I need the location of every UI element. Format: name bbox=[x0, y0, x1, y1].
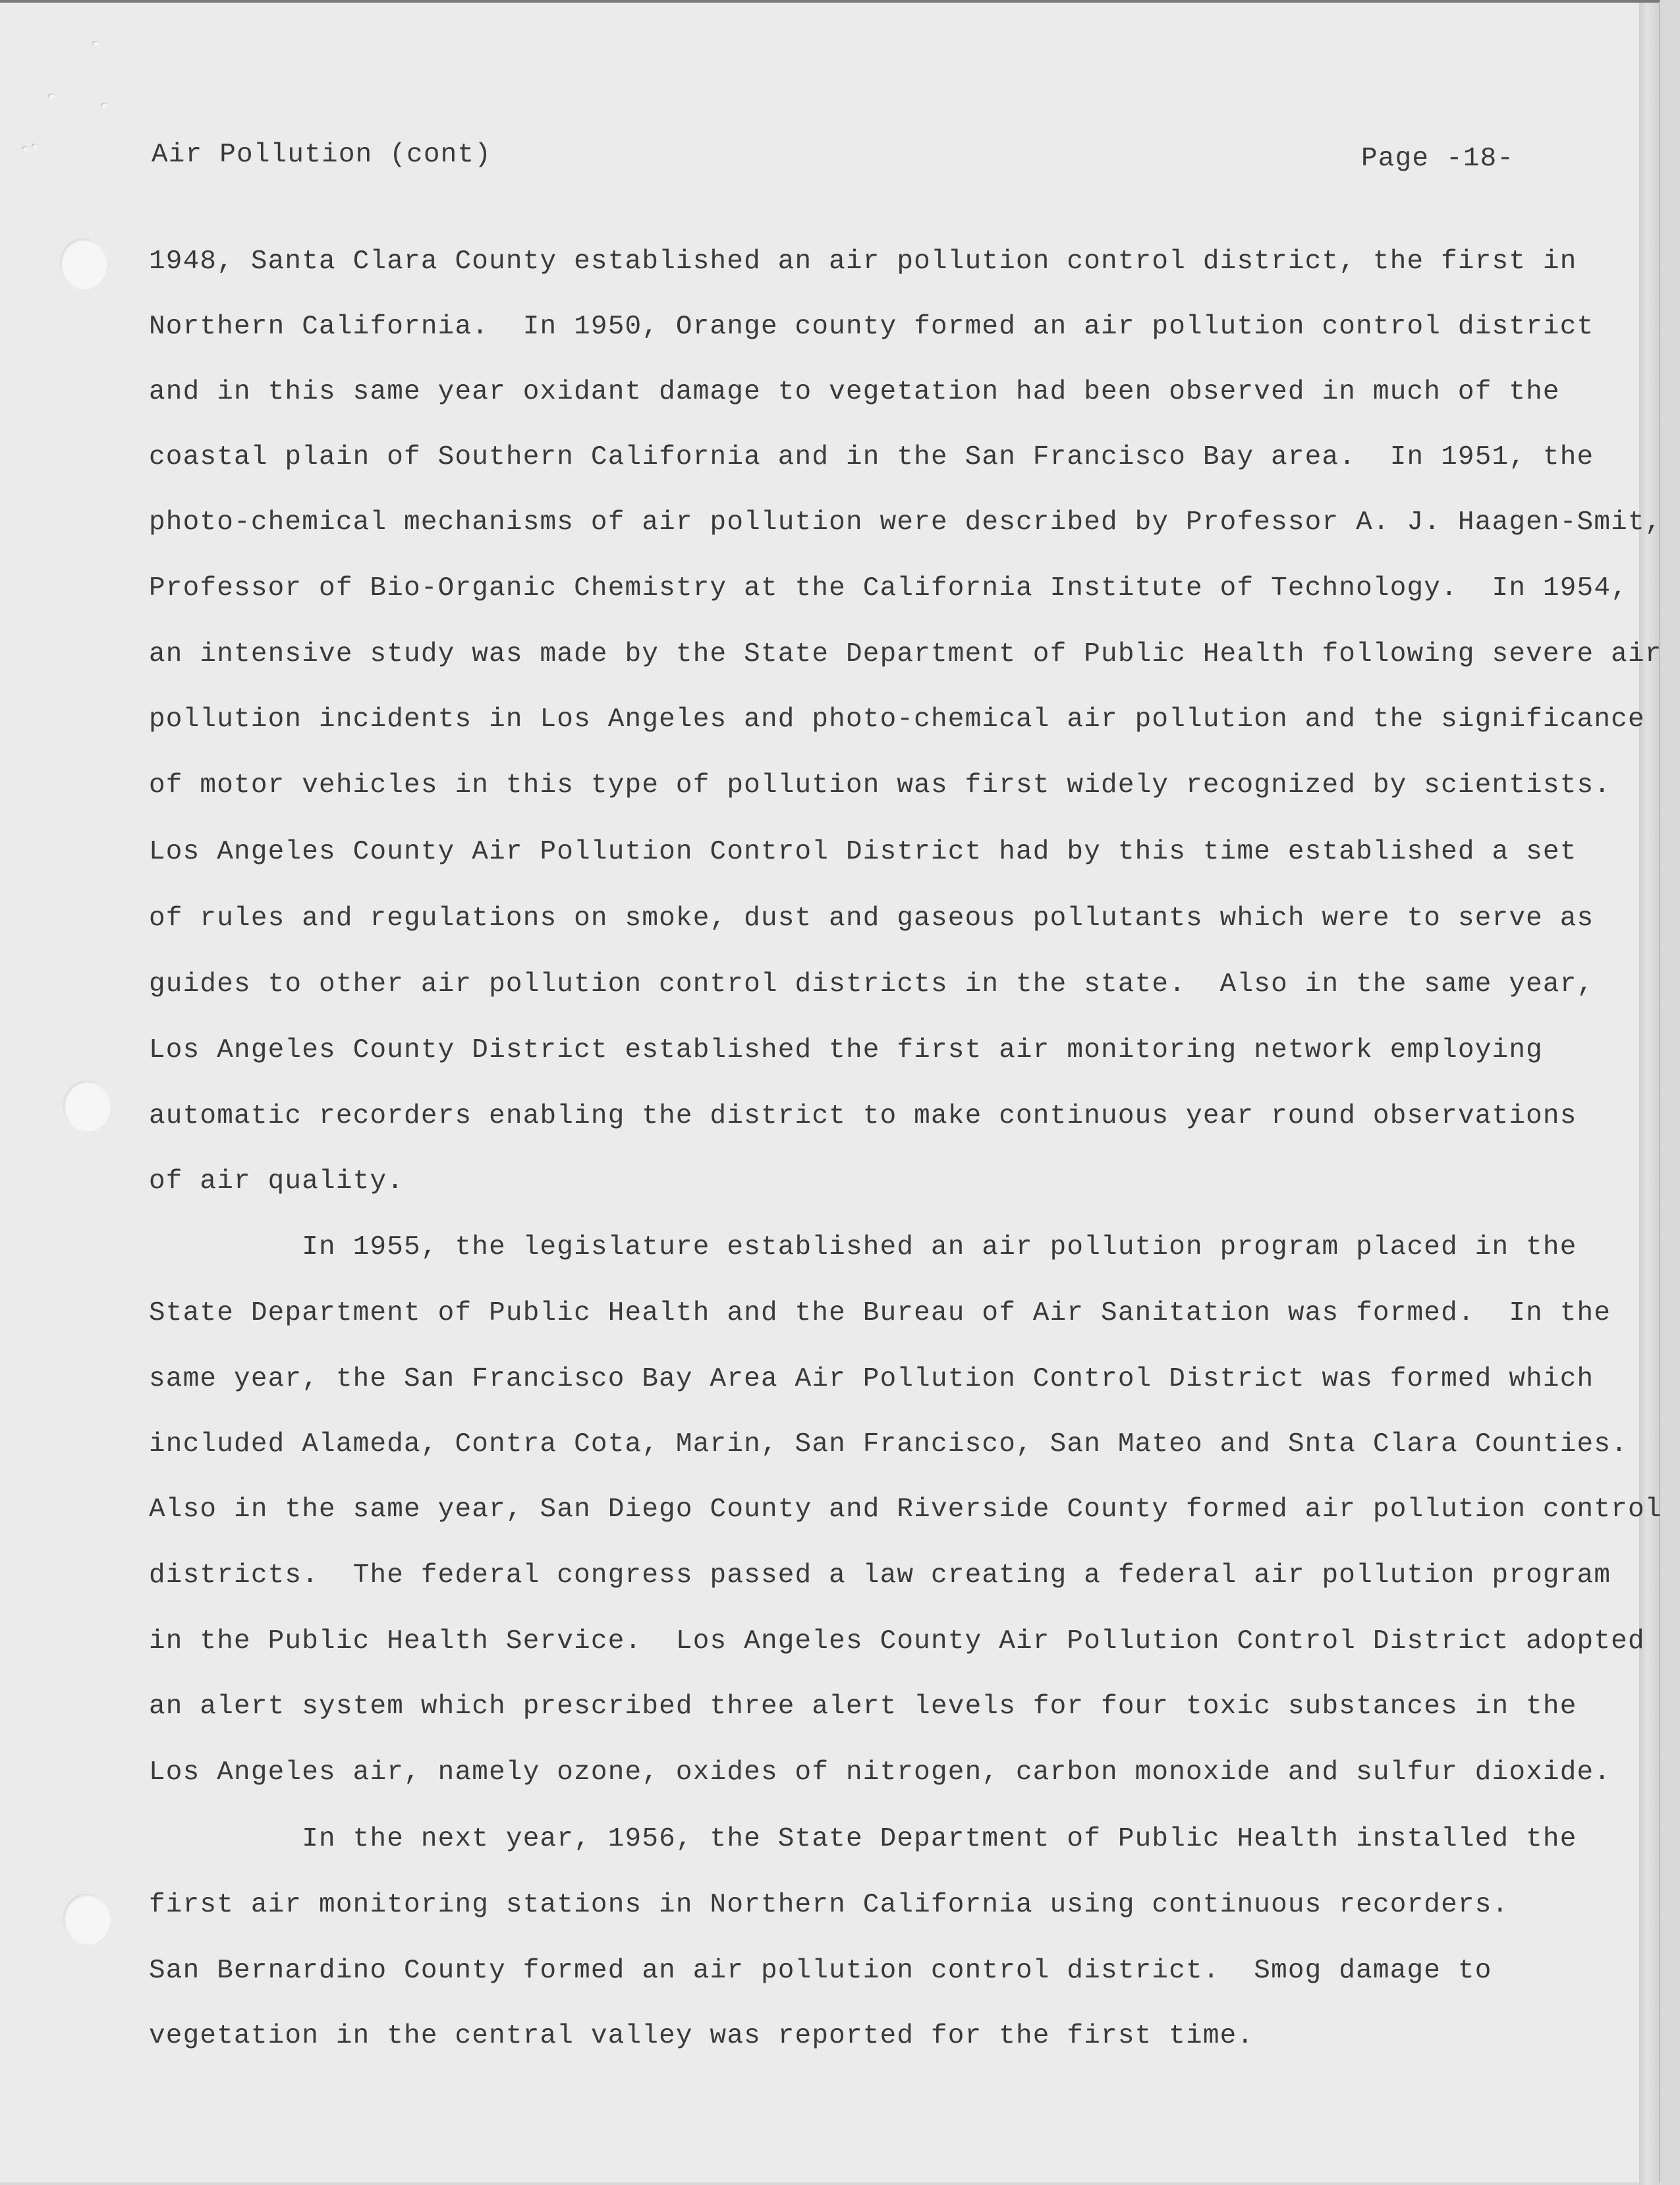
staple-mark bbox=[48, 94, 55, 99]
body-line: included Alameda, Contra Cota, Marin, San Francisco, San Mateo and Snta Clara Counties. bbox=[149, 1429, 1628, 1460]
punch-hole-top bbox=[60, 239, 106, 289]
body-line: coastal plain of Southern California and in the San Francisco Bay area. In 1951, the bbox=[149, 442, 1594, 472]
body-line: guides to other air pollution control districts in the state. Also in the same year, bbox=[149, 969, 1594, 1000]
body-line: 1948, Santa Clara County established an air pollution control district, the first in bbox=[149, 246, 1577, 277]
body-line: In 1955, the legislature established an air pollution program placed in the bbox=[149, 1232, 1577, 1263]
body-line: Northern California. In 1950, Orange county formed an air pollution control district bbox=[149, 312, 1594, 342]
body-line: in the Public Health Service. Los Angeles County Air Pollution Control District adopted bbox=[149, 1626, 1645, 1657]
page-number: Page -18- bbox=[1361, 144, 1515, 174]
body-line: Los Angeles air, namely ozone, oxides of nitrogen, carbon monoxide and sulfur dioxide. bbox=[149, 1757, 1611, 1788]
body-line: Also in the same year, San Diego County and Riverside County formed air pollution control bbox=[149, 1494, 1662, 1525]
body-line: same year, the San Francisco Bay Area Air Pollution Control District was formed which bbox=[149, 1364, 1594, 1394]
body-line: Professor of Bio-Organic Chemistry at the California Institute of Technology. In 1954, bbox=[149, 573, 1628, 604]
body-line: districts. The federal congress passed a law creating a federal air pollution program bbox=[149, 1560, 1611, 1591]
body-line: State Department of Public Health and the Bureau of Air Sanitation was formed. In the bbox=[149, 1298, 1611, 1328]
punch-hole-bottom bbox=[63, 1894, 109, 1944]
punch-hole-middle bbox=[63, 1081, 109, 1131]
body-line: automatic recorders enabling the district to make continuous year round observations bbox=[149, 1101, 1577, 1131]
body-line: an alert system which prescribed three alert levels for four toxic substances in the bbox=[149, 1691, 1577, 1722]
staple-mark bbox=[32, 144, 38, 149]
body-line: first air monitoring stations in Northern California using continuous recorders. bbox=[149, 1890, 1509, 1920]
body-line: of motor vehicles in this type of pollution was first widely recognized by scientists. bbox=[149, 770, 1611, 801]
staple-mark bbox=[92, 41, 99, 46]
body-line: photo-chemical mechanisms of air pollution were described by Professor A. J. Haagen-Smit, bbox=[149, 507, 1662, 538]
body-line: In the next year, 1956, the State Department of Public Health installed the bbox=[149, 1824, 1577, 1854]
page-edge bbox=[1639, 3, 1659, 2185]
body-line: and in this same year oxidant damage to vegetation had been observed in much of the bbox=[149, 377, 1560, 407]
body-line: Los Angeles County Air Pollution Control District had by this time established a set bbox=[149, 837, 1577, 867]
body-line: Los Angeles County District established the first air monitoring network employing bbox=[149, 1035, 1543, 1065]
body-line: an intensive study was made by the State Department of Public Health following severe air bbox=[149, 639, 1662, 669]
staple-mark bbox=[22, 146, 28, 152]
body-line: of air quality. bbox=[149, 1166, 405, 1197]
body-line: of rules and regulations on smoke, dust and gaseous pollutants which were to serve as bbox=[149, 903, 1594, 934]
body-line: San Bernardino County formed an air pollution control district. Smog damage to bbox=[149, 1956, 1492, 1986]
body-line: vegetation in the central valley was reported for the first time. bbox=[149, 2021, 1254, 2051]
running-header-title: Air Pollution (cont) bbox=[152, 140, 492, 170]
staple-mark bbox=[101, 103, 107, 108]
body-line: pollution incidents in Los Angeles and photo-chemical air pollution and the significance bbox=[149, 704, 1645, 735]
